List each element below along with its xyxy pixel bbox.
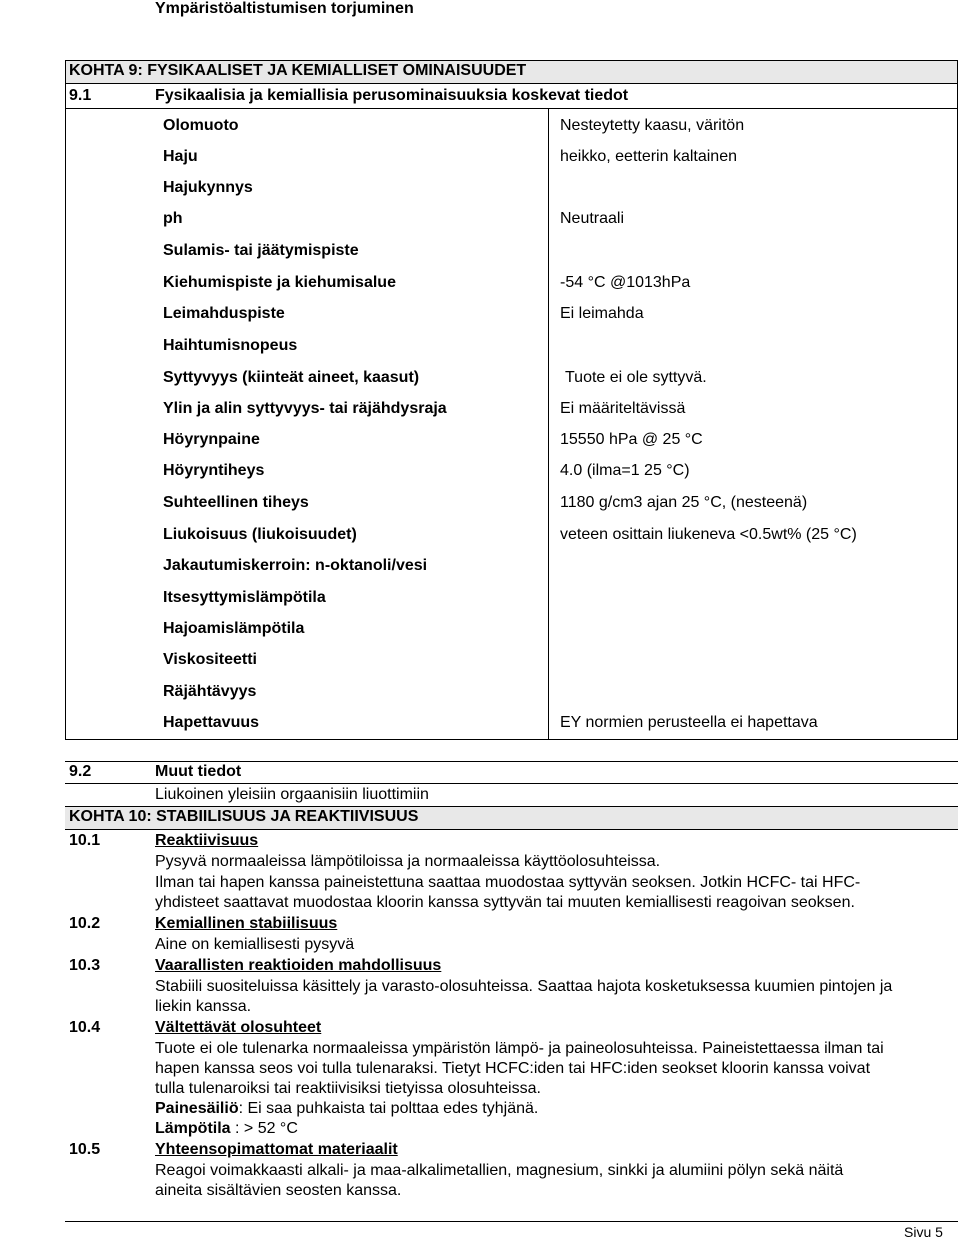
property-label: Hajoamislämpötila <box>163 620 305 637</box>
subsection-10-5-number: 10.5 <box>69 1141 101 1158</box>
property-label: Hapettavuus <box>163 714 260 731</box>
paragraph-line: Tuote ei ole tulenarka normaaleissa ympäristön lämpö- ja paineolosuhteissa. Paineistettaessa ilman tai <box>155 1040 884 1057</box>
divider <box>65 83 958 84</box>
property-label: Olomuoto <box>163 117 239 134</box>
property-label: Haju <box>163 148 198 165</box>
property-value: Ei leimahda <box>560 305 644 322</box>
property-value: 1180 g/cm3 ajan 25 °C, (nesteenä) <box>560 494 808 511</box>
property-label: Ylin ja alin syttyvyys- tai räjähdysraja <box>163 400 447 417</box>
pressure-container-label: Painesäiliö <box>155 1100 239 1117</box>
divider <box>65 829 958 830</box>
subsection-10-3-title: Vaarallisten reaktioiden mahdollisuus <box>155 957 442 974</box>
subsection-10-1-number: 10.1 <box>69 832 101 849</box>
property-value: Nesteytetty kaasu, väritön <box>560 117 745 134</box>
property-label: Jakautumiskerroin: n-oktanoli/vesi <box>163 557 428 574</box>
subsection-10-2-title: Kemiallinen stabiilisuus <box>155 915 338 932</box>
paragraph-line <box>155 1120 298 1138</box>
temperature-text: : > 52 °C <box>230 1120 298 1137</box>
property-label: Hajukynnys <box>163 179 253 196</box>
property-value: Neutraali <box>560 210 625 227</box>
subsection-10-3-number: 10.3 <box>69 957 101 974</box>
pressure-container-text: : Ei saa puhkaista tai polttaa edes tyhjänä. <box>238 1100 539 1117</box>
property-value: heikko, eetterin kaltainen <box>560 148 737 165</box>
subsection-9-2-text: Liukoinen yleisiin orgaanisiin liuottimiin <box>155 786 429 803</box>
paragraph-line: liekin kanssa. <box>155 998 252 1015</box>
subsection-10-2-number: 10.2 <box>69 915 101 932</box>
subsection-9-1-title: Fysikaalisia ja kemiallisia perusominaisuuksia koskevat tiedot <box>155 87 629 104</box>
property-value: 4.0 (ilma=1 25 °C) <box>560 462 690 479</box>
property-value: -54 °C @1013hPa <box>560 274 691 291</box>
paragraph-line: hapen kanssa seos voi tulla tulenaraksi. Tietyt HCFC:iden tai HFC:iden seokset kloorin kanssa voivat <box>155 1060 871 1077</box>
property-value: Tuote ei ole syttyvä. <box>565 369 707 386</box>
subsection-10-4-number: 10.4 <box>69 1019 101 1036</box>
property-label: Sulamis- tai jäätymispiste <box>163 242 359 259</box>
table-bottom-border <box>65 739 958 740</box>
divider <box>65 783 958 784</box>
divider <box>65 108 958 109</box>
paragraph-line: Ilman tai hapen kanssa paineistettuna saattaa muodostaa syttyvän seoksen. Jotkin HCFC- tai HFC- <box>155 874 861 891</box>
page-number: Sivu 5 <box>904 1224 943 1240</box>
property-label: Itsesyttymislämpötila <box>163 589 326 606</box>
paragraph-line <box>155 1100 538 1118</box>
property-label: ph <box>163 210 183 227</box>
paragraph-line: Stabiili suositeluissa käsittely ja varasto-olosuhteissa. Saattaa hajota kosketuksessa kuumien pintojen ja <box>155 978 893 995</box>
subsection-10-4-title: Vältettävät olosuhteet <box>155 1019 322 1036</box>
paragraph-line: Pysyvä normaaleissa lämpötiloissa ja normaaleissa käyttöolosuhteissa. <box>155 853 661 870</box>
property-value: 15550 hPa @ 25 °C <box>560 431 703 448</box>
divider <box>65 806 958 807</box>
property-label: Syttyvyys (kiinteät aineet, kaasut) <box>163 369 420 386</box>
paragraph-line: Reagoi voimakkaasti alkali- ja maa-alkalimetallien, magnesium, sinkki ja alumiini pölyn sekä näitä <box>155 1162 844 1179</box>
property-value: EY normien perusteella ei hapettava <box>560 714 818 731</box>
property-label: Räjähtävyys <box>163 683 257 700</box>
section-9-title: KOHTA 9: FYSIKAALISET JA KEMIALLISET OMINAISUUDET <box>69 62 527 79</box>
table-left-border <box>65 60 66 740</box>
table-column-divider <box>548 108 549 740</box>
paragraph-line: yhdisteet saattavat muodostaa kloorin kanssa syttyvän tai muuten kemiallisesti reagoivan seoksen. <box>155 894 855 911</box>
subsection-9-2-title: Muut tiedot <box>155 763 242 780</box>
divider <box>65 761 958 762</box>
temperature-label: Lämpötila <box>155 1120 231 1137</box>
table-right-border <box>957 60 958 740</box>
section-10-title: KOHTA 10: STABIILISUUS JA REAKTIIVISUUS <box>69 808 419 825</box>
property-label: Leimahduspiste <box>163 305 285 322</box>
property-label: Kiehumispiste ja kiehumisalue <box>163 274 396 291</box>
paragraph-line: tulla tulenaroiksi tai reaktiivisiksi tietyissa olosuhteissa. <box>155 1080 541 1097</box>
property-label: Haihtumisnopeus <box>163 337 298 354</box>
paragraph-line: aineita sisältävien seosten kanssa. <box>155 1182 402 1199</box>
subsection-9-1-number: 9.1 <box>69 87 92 104</box>
property-value: veteen osittain liukeneva <0.5wt% (25 °C) <box>560 526 857 543</box>
subsection-9-2-number: 9.2 <box>69 763 92 780</box>
divider <box>65 60 958 61</box>
page-header-title: Ympäristöaltistumisen torjuminen <box>155 0 414 17</box>
property-value: Ei määriteltävissä <box>560 400 686 417</box>
footer-divider <box>65 1221 958 1222</box>
subsection-10-1-title: Reaktiivisuus <box>155 832 259 849</box>
property-label: Liukoisuus (liukoisuudet) <box>163 526 357 543</box>
property-label: Höyrynpaine <box>163 431 260 448</box>
property-label: Höyryntiheys <box>163 462 265 479</box>
property-label: Viskositeetti <box>163 651 257 668</box>
property-label: Suhteellinen tiheys <box>163 494 309 511</box>
subsection-10-5-title: Yhteensopimattomat materiaalit <box>155 1141 398 1158</box>
paragraph-line: Aine on kemiallisesti pysyvä <box>155 936 355 953</box>
